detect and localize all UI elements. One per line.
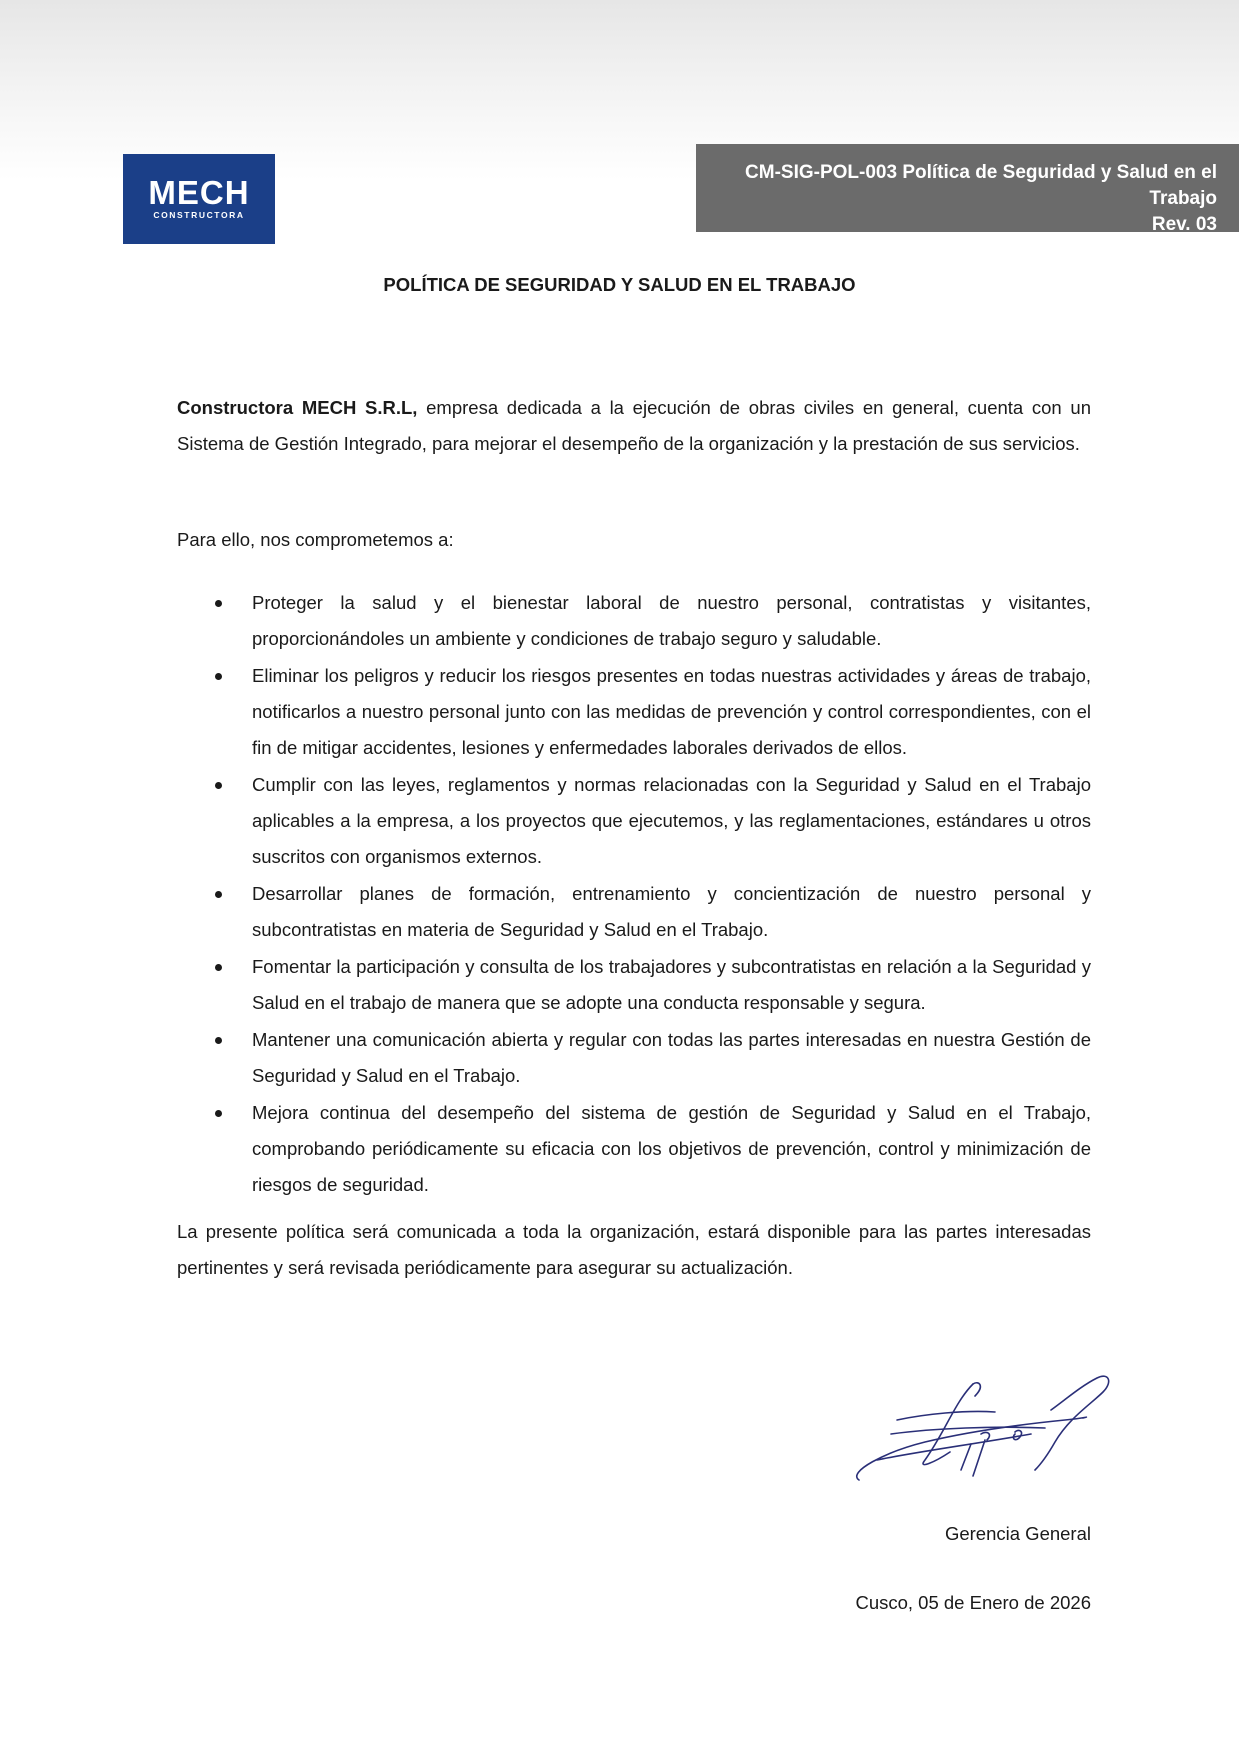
list-item-text: Fomentar la participación y consulta de los trabajadores y subcontratistas en relación a la Seguridad y Salud en el trabajo de manera que se adopte una conducta responsable y segura. (252, 956, 1091, 1013)
bullet-icon (215, 964, 222, 971)
company-logo (123, 154, 275, 244)
bullet-icon (215, 891, 222, 898)
list-item-text: Mejora continua del desempeño del sistema de gestión de Seguridad y Salud en el Trabajo, comprobando periódicamente su eficacia con los objetivos de prevención, control y minimización de riesgos de seguridad. (252, 1102, 1091, 1195)
list-item (177, 585, 1091, 657)
list-item-text: Eliminar los peligros y reducir los riesgos presentes en todas nuestras actividades y áreas de trabajo, notificarlos a nuestro personal junto con las medidas de prevención y control correspondientes, con el fin de mitigar accidentes, lesiones y enfermedades laborales derivados de ellos. (252, 665, 1091, 758)
handwritten-signature (855, 1372, 1125, 1487)
list-item (177, 1095, 1091, 1203)
company-name: Constructora MECH S.R.L, (177, 397, 418, 418)
list-item-text: Proteger la salud y el bienestar laboral de nuestro personal, contratistas y visitantes, proporcionándoles un ambiente y condiciones de trabajo seguro y saludable. (252, 592, 1091, 649)
logo-tagline: CONSTRUCTORA (153, 210, 245, 220)
list-item-text: Cumplir con las leyes, reglamentos y normas relacionadas con la Seguridad y Salud en el Trabajo aplicables a la empresa, a los proyectos que ejecutemos, y las reglamentaciones, estándares u otros suscritos con organismos externos. (252, 774, 1091, 867)
bullet-icon (215, 1110, 222, 1117)
intro-paragraph (177, 390, 1091, 462)
bullet-icon (215, 782, 222, 789)
list-item-text: Mantener una comunicación abierta y regular con todas las partes interesadas en nuestra Gestión de Seguridad y Salud en el Trabajo. (252, 1029, 1091, 1086)
bullet-icon (215, 673, 222, 680)
commitments-list (177, 585, 1091, 1204)
list-item (177, 949, 1091, 1021)
commitments-lead: Para ello, nos comprometemos a: (177, 529, 454, 550)
document-code: CM-SIG-POL-003 Política de Seguridad y Salud en el Trabajo (745, 162, 1217, 209)
list-item (177, 658, 1091, 766)
bullet-icon (215, 600, 222, 607)
intro-text: empresa dedicada a la ejecución de obras civiles en general, cuenta con un Sistema de Gestión Integrado, para mejorar el desempeño de la organización y la prestación de sus servicios. (177, 397, 1091, 454)
document-revision: Rev. 03 (1151, 214, 1217, 235)
list-item-text: Desarrollar planes de formación, entrenamiento y concientización de nuestro personal y subcontratistas en materia de Seguridad y Salud en el Trabajo. (252, 883, 1091, 940)
document-code-box (696, 144, 1239, 235)
closing-paragraph: La presente política será comunicada a toda la organización, estará disponible para las partes interesadas pertinentes y será revisada periódicamente para asegurar su actualización. (177, 1221, 1091, 1278)
list-item (177, 767, 1091, 875)
bullet-icon (215, 1037, 222, 1044)
list-item (177, 876, 1091, 948)
signature-date: Cusco, 05 de Enero de 2026 (855, 1592, 1091, 1613)
logo-brand: MECH (148, 174, 250, 211)
signatory-role: Gerencia General (944, 1523, 1091, 1544)
list-item (177, 1022, 1091, 1094)
page-title: POLÍTICA DE SEGURIDAD Y SALUD EN EL TRABAJO (383, 274, 856, 295)
